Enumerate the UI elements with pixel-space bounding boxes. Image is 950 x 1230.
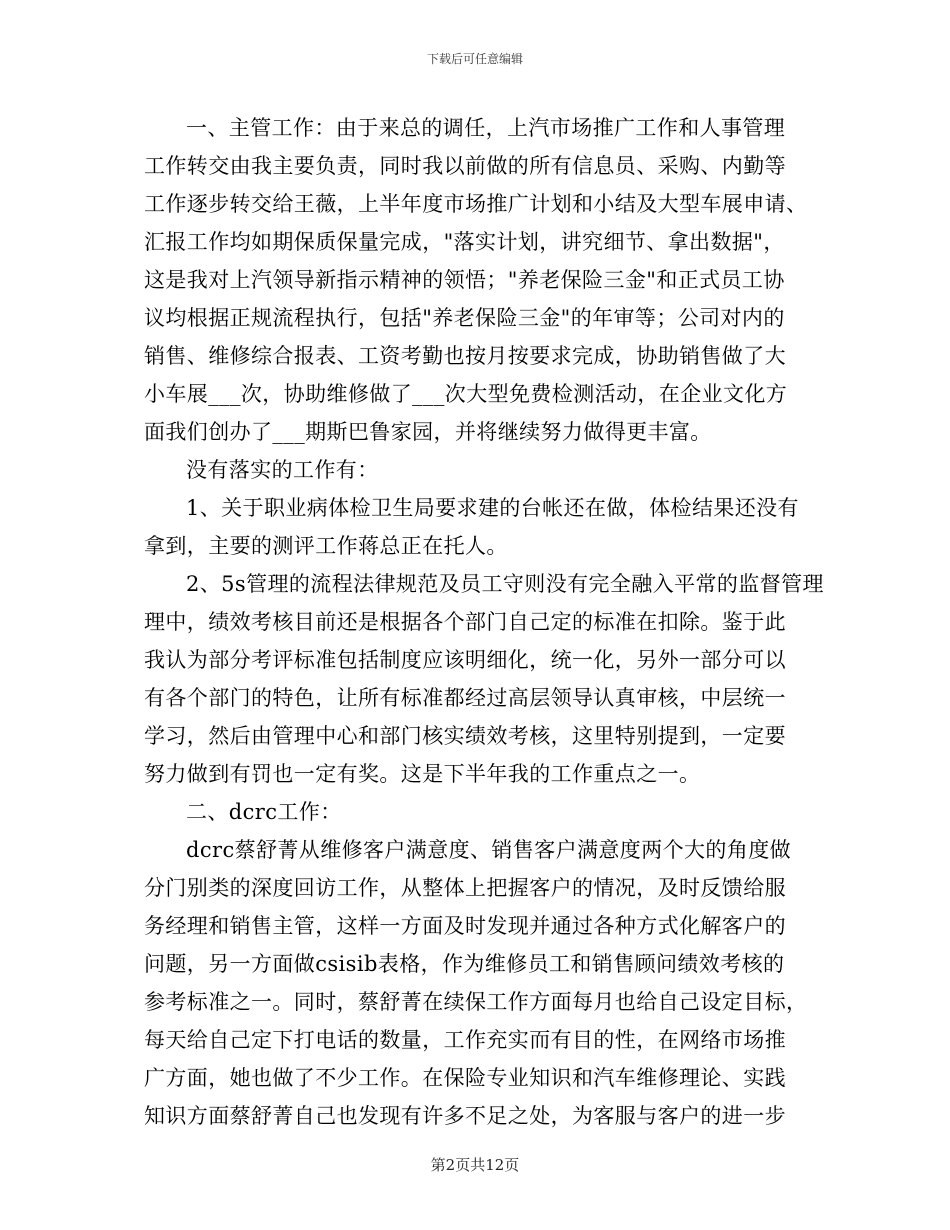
document-body: [144, 109, 824, 1135]
paragraph-line: 有各个部门的特色，让所有标准都经过高层领导认真审核，中层统一: [144, 686, 786, 710]
paragraph-line: 议均根据正规流程执行，包括"养老保险三金"的年审等；公司对内的: [144, 306, 785, 330]
paragraph-line: 务经理和销售主管，这样一方面及时发现并通过各种方式化解客户的: [144, 914, 786, 938]
paragraph-line: 1、关于职业病体检卫生局要求建的台帐还在做，体检结果还没有: [186, 496, 799, 520]
section-heading: 没有落实的工作有：: [186, 458, 379, 482]
page-header: 下载后可任意编辑: [426, 52, 523, 66]
paragraph-line: 分门别类的深度回访工作，从整体上把握客户的情况，及时反馈给服: [144, 876, 786, 900]
paragraph-line: 广方面，她也做了不少工作。在保险专业知识和汽车维修理论、实践: [144, 1066, 786, 1090]
paragraph-line: 理中，绩效考核目前还是根据各个部门自己定的标准在扣除。鉴于此: [144, 610, 786, 634]
paragraph-line: 知识方面蔡舒菁自己也发现有许多不足之处，为客服与客户的进一步: [144, 1104, 786, 1128]
paragraph-line: 汇报工作均如期保质保量完成，"落实计划，讲究细节、拿出数据"，: [144, 230, 785, 254]
paragraph-line: 销售、维修综合报表、工资考勤也按月按要求完成，协助销售做了大: [144, 344, 786, 368]
paragraph-line: 拿到，主要的测评工作蒋总正在托人。: [144, 534, 508, 558]
paragraph-line: 问题，另一方面做csisib表格，作为维修员工和销售顾问绩效考核的: [144, 952, 785, 976]
paragraph-line: 小车展___次，协助维修做了___次大型免费检测活动，在企业文化方: [144, 382, 788, 406]
paragraph-line: 工作逐步转交给王薇，上半年度市场推广计划和小结及大型车展申请、: [144, 192, 808, 216]
paragraph-line: 工作转交由我主要负责，同时我以前做的所有信息员、采购、内勤等: [144, 154, 786, 178]
paragraph-line: 面我们创办了___期斯巴鲁家园，并将继续努力做得更丰富。: [144, 420, 712, 444]
paragraph-line: 学习，然后由管理中心和部门核实绩效考核，这里特别提到，一定要: [144, 724, 786, 748]
paragraph-line: 每天给自己定下打电话的数量，工作充实而有目的性，在网络市场推: [144, 1028, 786, 1052]
paragraph-line: 努力做到有罚也一定有奖。这是下半年我的工作重点之一。: [144, 762, 701, 786]
paragraph-line: 我认为部分考评标准包括制度应该明细化，统一化，另外一部分可以: [144, 648, 786, 672]
paragraph-line: 参考标准之一。同时，蔡舒菁在续保工作方面每月也给自己设定目标，: [144, 990, 808, 1014]
paragraph-line: 2、5s管理的流程法律规范及员工守则没有完全融入平常的监督管理: [186, 572, 824, 596]
page-footer: 第2页共12页: [430, 1156, 520, 1174]
paragraph-line: dcrc蔡舒菁从维修客户满意度、销售客户满意度两个大的角度做: [186, 838, 792, 862]
paragraph-line: 这是我对上汽领导新指示精神的领悟；"养老保险三金"和正式员工协: [144, 268, 785, 292]
paragraph-line: 一、主管工作：由于来总的调任，上汽市场推广工作和人事管理: [186, 116, 786, 140]
section-heading: 二、dcrc工作：: [186, 800, 342, 824]
